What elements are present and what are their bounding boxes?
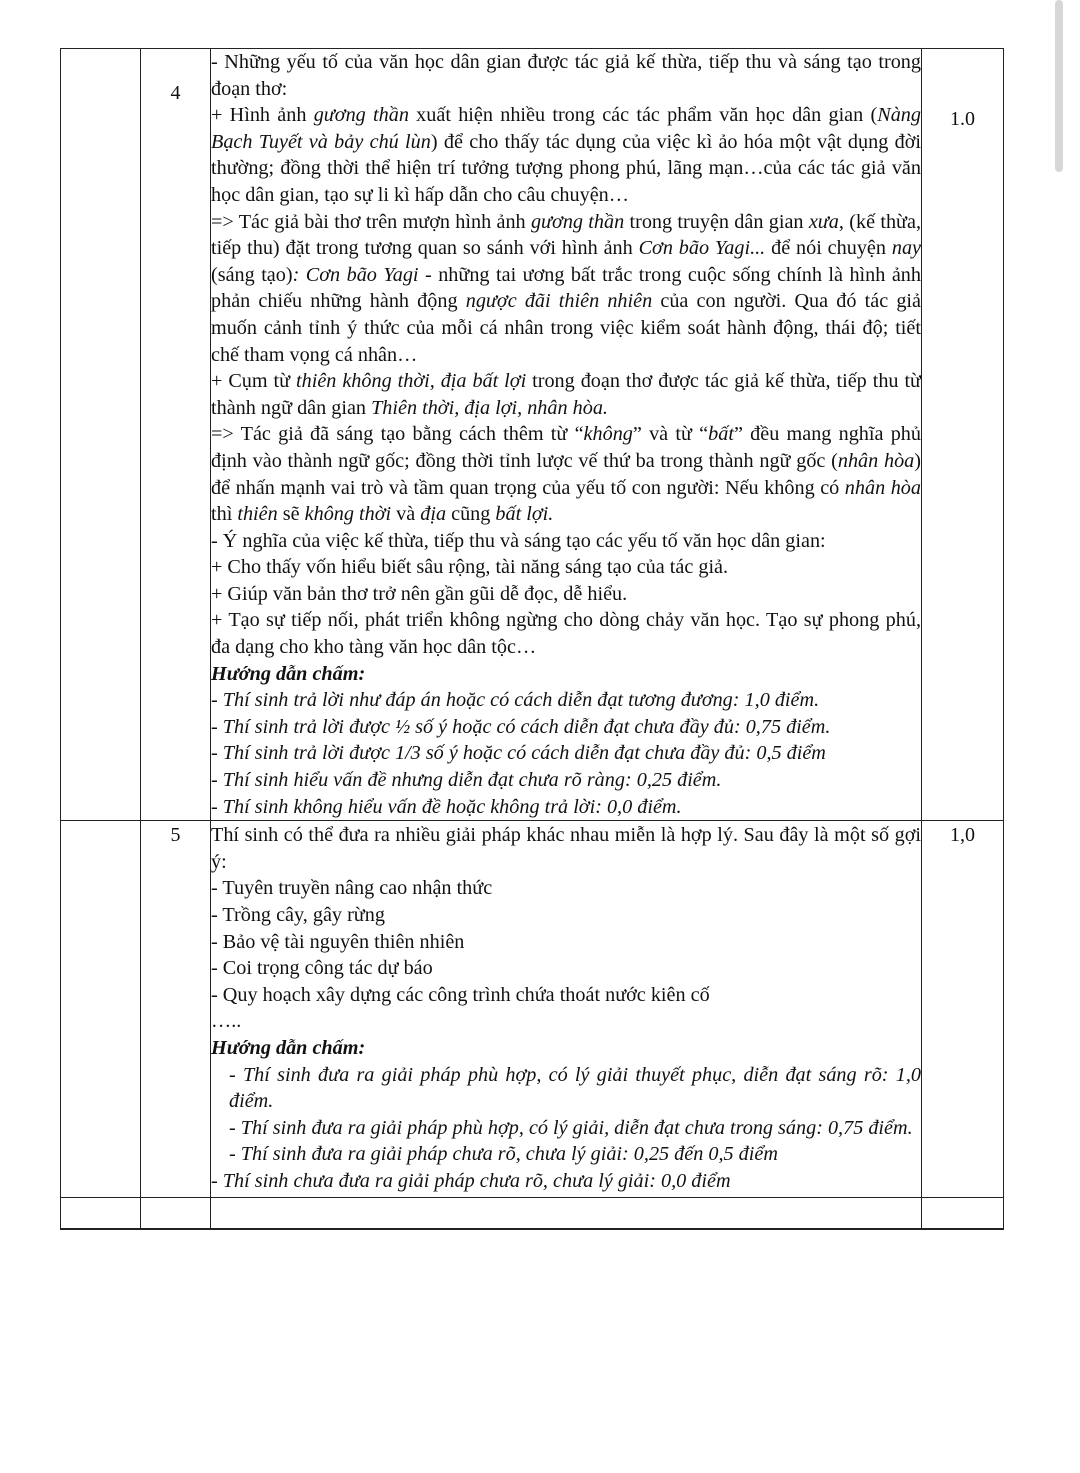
section-cell (61, 821, 141, 1197)
grading-guide-line: - Thí sinh chưa đưa ra giải pháp chưa rõ, chưa lý giải: 0,0 điểm (211, 1169, 731, 1192)
grading-guide-line: - Thí sinh trả lời như đáp án hoặc có cách diễn đạt tương đương: 1,0 điểm. (211, 689, 820, 712)
suggestion-item: - Quy hoạch xây dựng các công trình chứa thoát nước kiên cố (211, 983, 710, 1006)
table-row-question-4 (61, 49, 1004, 821)
grading-guide-line: - Thí sinh đưa ra giải pháp phù hợp, có lý giải thuyết phục, diễn đạt sáng rõ: 1,0 điểm. (229, 1063, 921, 1113)
table-row-question-5 (61, 821, 1004, 1197)
grading-guide-line: - Thí sinh đưa ra giải pháp phù hợp, có lý giải, diễn đạt chưa trong sáng: 0,75 điểm. (229, 1116, 913, 1139)
grading-guide-line: - Thí sinh hiểu vấn đề nhưng diễn đạt chưa rõ ràng: 0,25 điểm. (211, 769, 722, 792)
suggestion-item: - Bảo vệ tài nguyên thiên nhiên (211, 930, 465, 953)
suggestion-item: - Coi trọng công tác dự báo (211, 957, 433, 980)
grading-guide-line: - Thí sinh trả lời được ½ số ý hoặc có cách diễn đạt chưa đầy đủ: 0,75 điểm. (211, 715, 831, 738)
grading-guide-line: - Thí sinh trả lời được 1/3 số ý hoặc có cách diễn đạt chưa đầy đủ: 0,5 điểm (211, 742, 826, 765)
answer-line: + Cụm từ thiên không thời, địa bất lợi trong đoạn thơ được tác giả kế thừa, tiếp thu từ thành ngữ dân gian Thiên thời, địa lợi, nhân hòa. (211, 370, 921, 419)
answer-line: - Những yếu tố của văn học dân gian được tác giả kế thừa, tiếp thu và sáng tạo trong đoạn thơ: (211, 51, 921, 100)
empty-cell (211, 1197, 922, 1229)
question-number: 5 (141, 821, 211, 1197)
answer-line: => Tác giả bài thơ trên mượn hình ảnh gương thần trong truyện dân gian xưa, (kế thừa, tiếp thu) đặt trong tương quan so sánh với hình ảnh Cơn bão Yagi... để nói chuyện nay (sáng tạo): Cơn bão Yagi - những tai ương bất trắc trong cuộc sống chính là hình ảnh phản chiếu những hành động ngược đãi thiên nhiên của con người. Qua đó tác giả muốn cảnh tỉnh ý thức của mỗi cá nhân trong việc kiểm soát hành động, thái độ; tiết chế tham vọng cá nhân… (211, 210, 921, 366)
answer-line: Thí sinh có thể đưa ra nhiều giải pháp khác nhau miễn là hợp lý. Sau đây là một số gợi ý: (211, 824, 921, 873)
grading-guide-line: - Thí sinh không hiểu vấn đề hoặc không trả lời: 0,0 điểm. (211, 795, 682, 818)
answer-line: + Giúp văn bản thơ trở nên gần gũi dễ đọc, dễ hiểu. (211, 582, 628, 605)
scrollbar-thumb[interactable] (1055, 0, 1063, 172)
grading-guide-title: Hướng dẫn chấm: (211, 1036, 366, 1059)
table-row-empty (61, 1197, 1004, 1229)
section-cell (61, 49, 141, 821)
answer-content (211, 49, 922, 821)
score-value: 1,0 (922, 821, 1004, 1197)
grading-guide-line: - Thí sinh đưa ra giải pháp chưa rõ, chưa lý giải: 0,25 đến 0,5 điểm (229, 1143, 778, 1166)
suggestion-item: ….. (211, 1010, 242, 1033)
answer-line: => Tác giả đã sáng tạo bằng cách thêm từ “không” và từ “bất” đều mang nghĩa phủ định vào thành ngữ gốc; đồng thời tỉnh lược vế thứ ba trong thành ngữ gốc (nhân hòa) để nhấn mạnh vai trò và tầm quan trọng của yếu tố con người: Nếu không có nhân hòa thì thiên sẽ không thời và địa cũng bất lợi. (211, 423, 921, 526)
answer-line: - Ý nghĩa của việc kế thừa, tiếp thu và sáng tạo các yếu tố văn học dân gian: (211, 529, 826, 552)
question-number: 4 (141, 49, 211, 821)
empty-cell (922, 1197, 1004, 1229)
empty-cell (61, 1197, 141, 1229)
grading-table (60, 48, 1004, 1230)
answer-line: + Tạo sự tiếp nối, phát triển không ngừng cho dòng chảy văn học. Tạo sự phong phú, đa dạng cho kho tàng văn học dân tộc… (211, 609, 921, 659)
suggestion-item: - Trồng cây, gây rừng (211, 904, 385, 926)
score-value: 1.0 (922, 49, 1004, 821)
answer-line: + Cho thấy vốn hiểu biết sâu rộng, tài năng sáng tạo của tác giả. (211, 556, 729, 579)
grading-guide-title: Hướng dẫn chấm: (211, 662, 366, 685)
empty-cell (141, 1197, 211, 1229)
answer-line: + Hình ảnh gương thần xuất hiện nhiều trong các tác phẩm văn học dân gian (Nàng Bạch Tuyết và bảy chú lùn) để cho thấy tác dụng của việc kì ảo hóa một vật dụng đời thường; đồng thời thể hiện trí tưởng tượng phong phú, lãng mạn…của các tác giả văn học dân gian, tạo sự li kì hấp dẫn cho câu chuyện… (211, 104, 921, 206)
suggestion-item: - Tuyên truyền nâng cao nhận thức (211, 877, 493, 900)
answer-content (211, 821, 922, 1197)
